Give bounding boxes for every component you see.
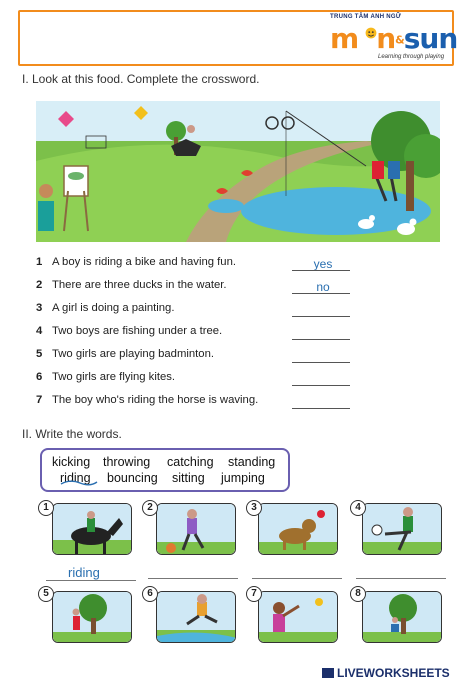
- picture-number: 8: [350, 586, 366, 602]
- answer-line: [292, 408, 350, 409]
- word-bank-item-used: riding: [60, 471, 91, 485]
- word-bank-item: kicking: [52, 455, 91, 469]
- picture-kicking: [362, 503, 442, 555]
- answer-word-1[interactable]: riding: [68, 565, 100, 580]
- word-bank-item: throwing: [103, 455, 151, 469]
- picture-number: 1: [38, 500, 54, 516]
- liveworksheets-logo: LIVEWORKSHEETS: [322, 666, 450, 680]
- word-bank-item: standing: [228, 455, 276, 469]
- answer-line: [292, 293, 350, 294]
- sentence-text: Two boys are fishing under a tree.: [52, 325, 223, 337]
- answer-field-3[interactable]: [292, 303, 354, 317]
- logo-tagline: Learning through playing: [378, 54, 445, 60]
- sentence-row: 2 There are three ducks in the water.: [36, 279, 227, 291]
- sentence-text: The boy who's riding the horse is waving.: [52, 394, 259, 406]
- logo-top-text: TRUNG TÂM ANH NGỮ: [330, 14, 402, 20]
- liveworksheets-icon: [322, 668, 334, 678]
- answer-line: [292, 316, 350, 317]
- word-line-1[interactable]: [46, 580, 136, 581]
- sun-icon: [362, 24, 380, 42]
- section-1-title: I. Look at this food. Complete the crossword.: [22, 72, 260, 86]
- picture-number: 2: [142, 500, 158, 516]
- answer-field-1[interactable]: yes: [313, 257, 333, 271]
- answer-line: [292, 362, 350, 363]
- picture-number: 7: [246, 586, 262, 602]
- sentence-row: 3 A girl is doing a painting.: [36, 302, 175, 314]
- sentence-row: 5 Two girls are playing badminton.: [36, 348, 215, 360]
- sentence-row: 7 The boy who's riding the horse is waving.: [36, 394, 259, 406]
- word-bank-item: catching: [167, 455, 214, 469]
- answer-line: [292, 270, 350, 271]
- word-bank-item: sitting: [172, 471, 205, 485]
- word-bank-item: jumping: [221, 471, 265, 485]
- picture-number: 6: [142, 586, 158, 602]
- picture-number: 5: [38, 586, 54, 602]
- picture-bouncing: [156, 503, 236, 555]
- logo-part-m: m: [330, 22, 359, 55]
- answer-field-4[interactable]: [292, 326, 354, 340]
- word-line-4[interactable]: [356, 578, 446, 579]
- logo: m n&sun: [330, 22, 458, 55]
- sentence-row: 6 Two girls are flying kites.: [36, 371, 176, 383]
- sentence-row: 4 Two boys are fishing under a tree.: [36, 325, 223, 337]
- section-2-title: II. Write the words.: [22, 427, 122, 441]
- answer-line: [292, 385, 350, 386]
- sentence-row: 1 A boy is riding a bike and having fun.: [36, 256, 237, 268]
- picture-sitting: [362, 591, 442, 643]
- strike-mark: [60, 478, 98, 488]
- answer-line: [292, 339, 350, 340]
- picture-jumping: [156, 591, 236, 643]
- word-line-3[interactable]: [252, 578, 342, 579]
- sentence-text: A girl is doing a painting.: [52, 302, 175, 314]
- park-scene-illustration: [36, 101, 440, 242]
- answer-field-5[interactable]: [292, 349, 354, 363]
- answer-field-6[interactable]: [292, 372, 354, 386]
- answer-field-7[interactable]: [292, 395, 354, 409]
- picture-dog-catching: [258, 503, 338, 555]
- picture-number: 4: [350, 500, 366, 516]
- logo-part-n: n: [376, 22, 396, 55]
- sentence-text: Two girls are playing badminton.: [52, 348, 215, 360]
- answer-field-2[interactable]: no: [316, 280, 330, 294]
- sentence-text: Two girls are flying kites.: [52, 371, 176, 383]
- sentence-text: A boy is riding a bike and having fun.: [52, 256, 237, 268]
- picture-throwing: [258, 591, 338, 643]
- logo-part-sun: sun: [403, 22, 458, 55]
- picture-horse-riding: [52, 503, 132, 555]
- picture-standing: [52, 591, 132, 643]
- word-bank-item: bouncing: [107, 471, 158, 485]
- sentence-text: There are three ducks in the water.: [52, 279, 227, 291]
- picture-number: 3: [246, 500, 262, 516]
- word-line-2[interactable]: [148, 578, 238, 579]
